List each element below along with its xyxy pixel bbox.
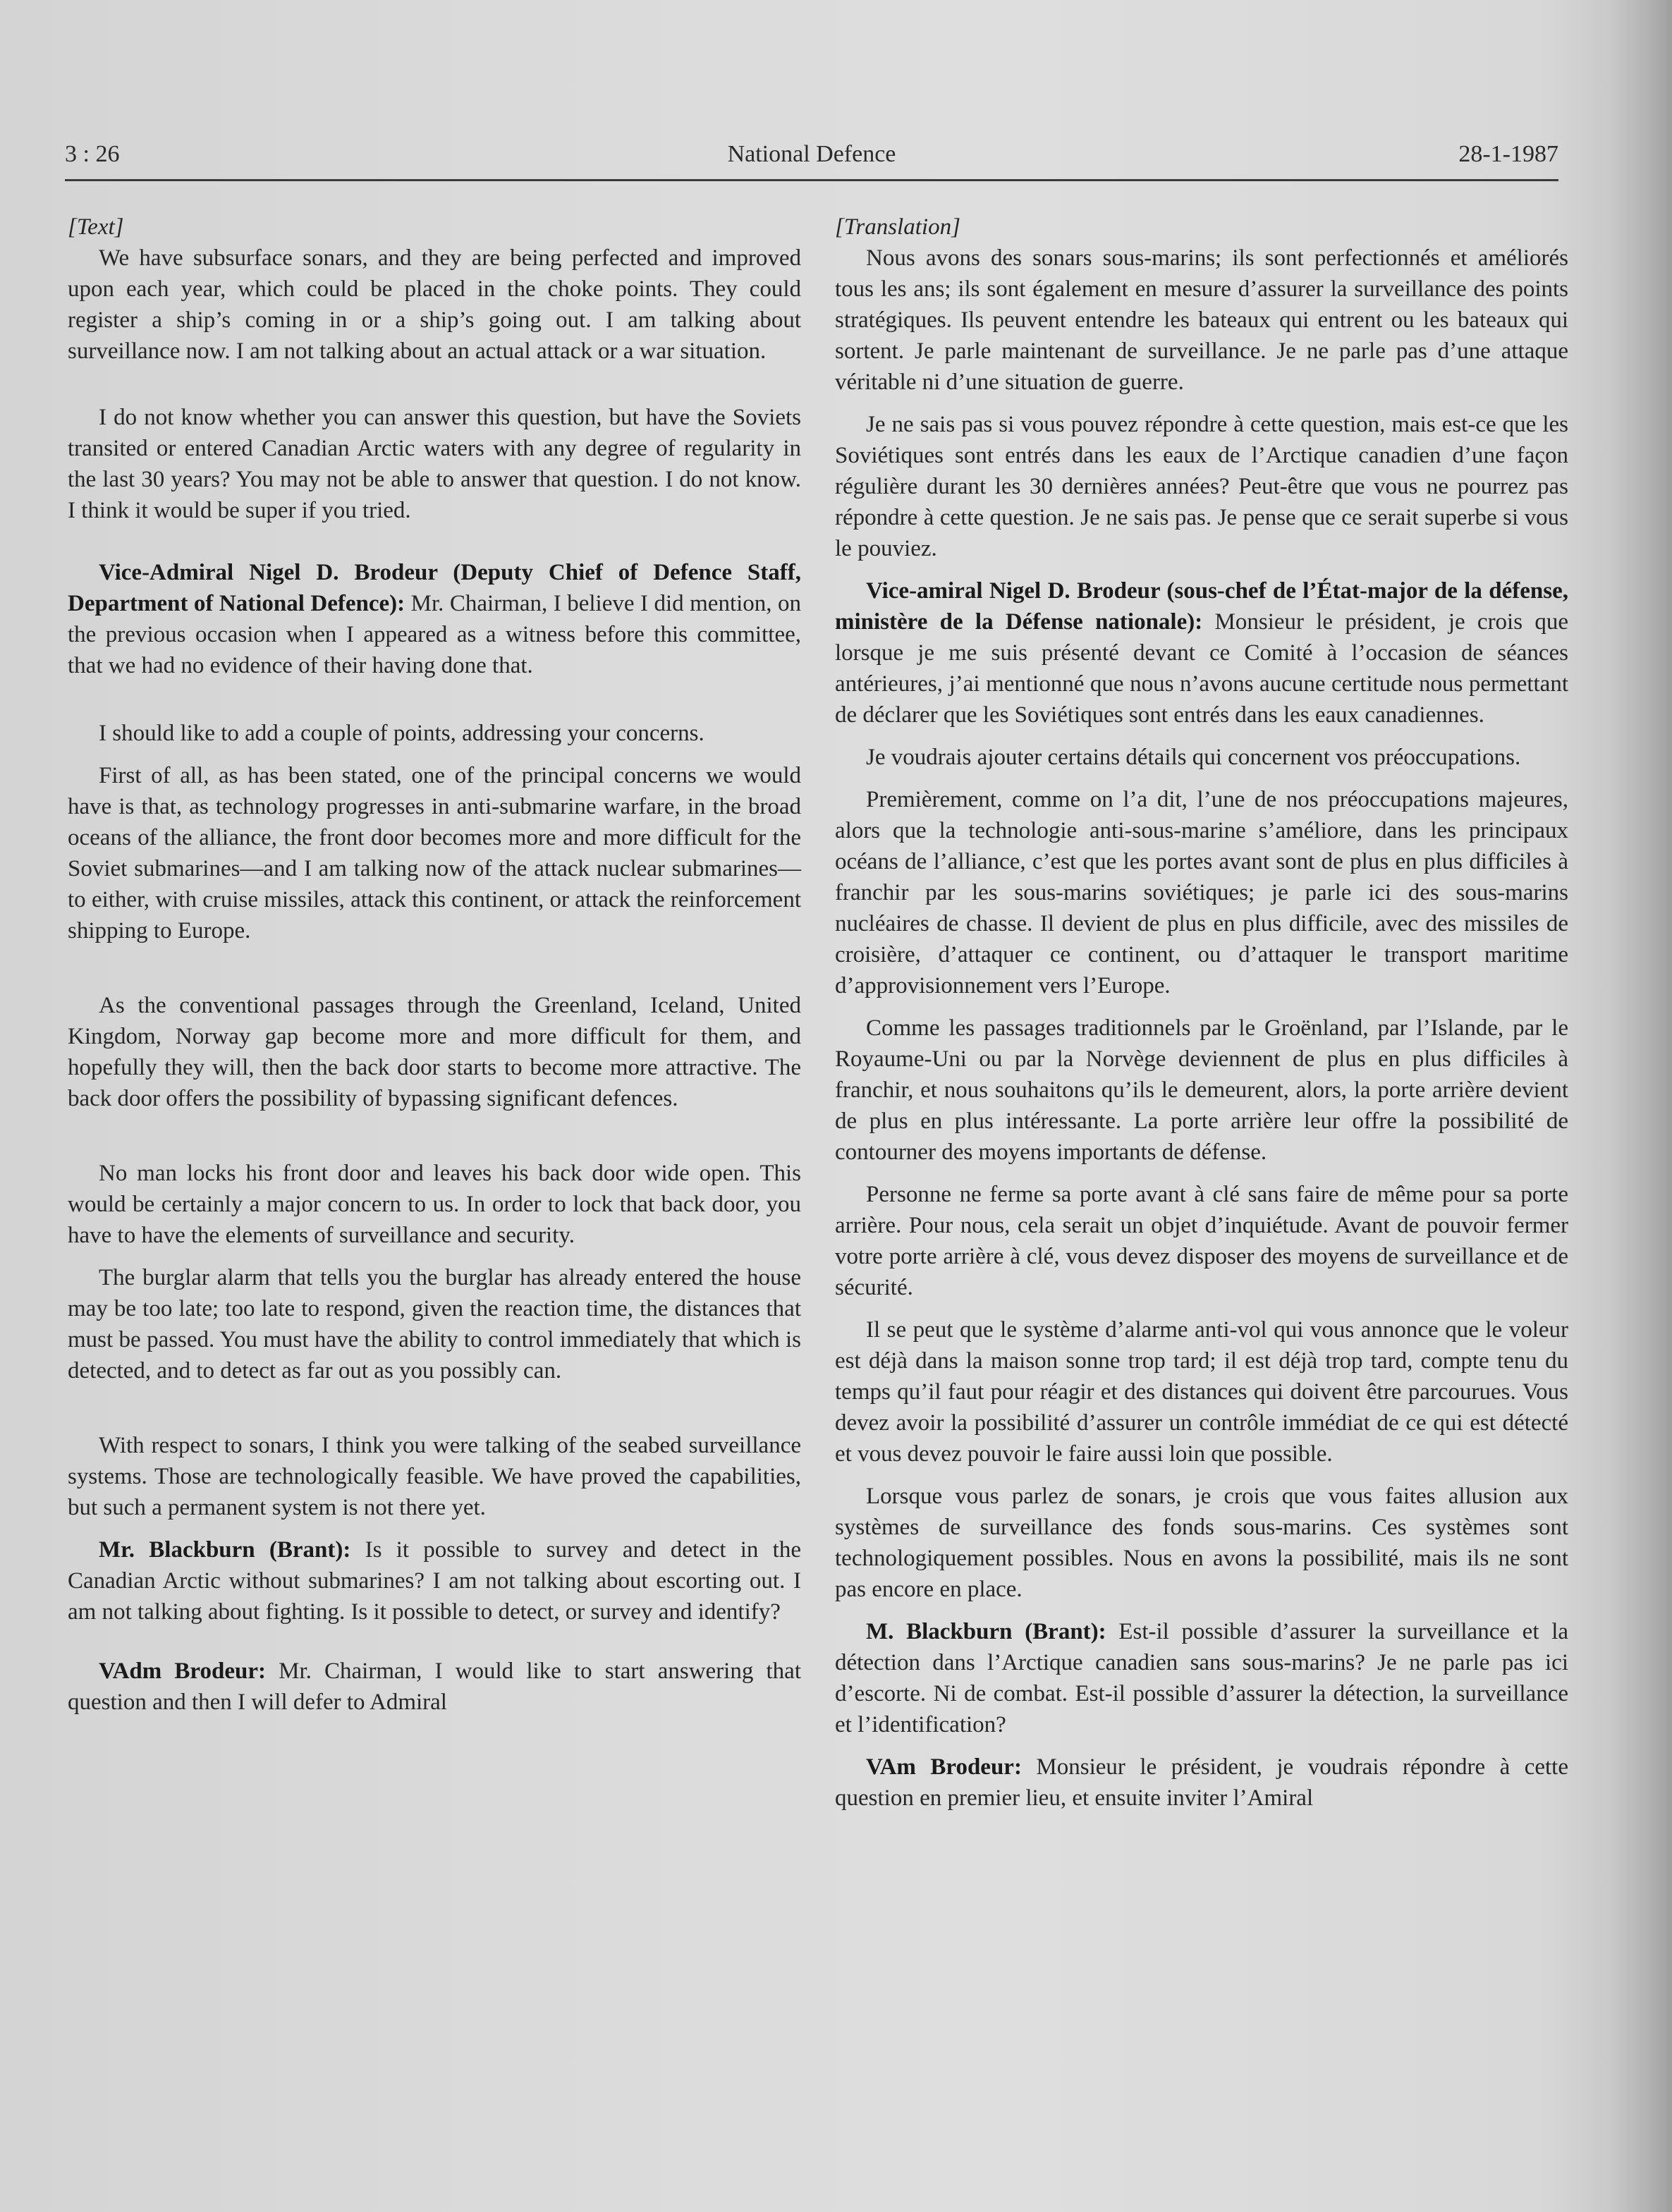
english-column (68, 212, 801, 1718)
paragraph: Je ne sais pas si vous pouvez répondre à cette question, mais est-ce que les Soviétiques sont entrés dans les eaux de l’Arctique canadien d’une façon régulière durant les 30 dernières années? Peut-être que vous ne pourrez pas répondre à cette question. Je ne sais pas. Je pense que ce serait superbe si vous le pouviez. (835, 412, 1568, 561)
paragraph: First of all, as has been stated, one of the principal concerns we would have is that, as technology progresses in anti-submarine warfare, in the broad oceans of the alliance, the front door becomes more and more difficult for the Soviet submarines—and I am talking now of the attack nuclear submarines—to either, with cruise missiles, attack this continent, or attack the reinforcement shipping to Europe. (68, 763, 801, 943)
speaker-name: M. Blackburn (Brant): (866, 1619, 1106, 1644)
speech-text: Monsieur le président, je voudrais répondre à cette question en premier lieu, et ensuite inviter l’Amiral (835, 1754, 1568, 1811)
paragraph: Comme les passages traditionnels par le Groënland, par l’Islande, par le Royaume-Uni ou par la Norvège deviennent de plus en plus difficiles à franchir, et nous souhaitons qu’ils le demeurent, alors, la porte arrière devient de plus en plus intéressante. La porte arrière leur offre la possibilité de contourner des moyens importants de défense. (835, 1015, 1568, 1165)
header-rule (65, 179, 1558, 181)
paragraph: Il se peut que le système d’alarme anti-vol qui vous annonce que le voleur est déjà dans la maison sonne trop tard; il est déjà trop tard, compte tenu du temps qu’il faut pour réagir et des distances qui doivent être parcourues. Vous devez avoir la possibilité d’assurer un contrôle immédiat de ce qui est détecté et vous devez pouvoir le faire aussi loin que possible. (835, 1317, 1568, 1467)
paragraph: No man locks his front door and leaves his back door wide open. This would be certainly a major concern to us. In order to lock that back door, you have to have the elements of surveillance and security. (68, 1161, 801, 1248)
speaker-name: Vice-amiral Nigel D. Brodeur (sous-chef de l’État-major de la défense, ministère de la Défense nationale): (835, 578, 1568, 635)
paragraph: We have subsurface sonars, and they are being perfected and improved upon each year, which could be placed in the choke points. They could register a ship’s coming in or a ship’s going out. I am talking about surveillance now. I am not talking about an actual attack or a war situation. (68, 245, 801, 364)
speaker-name: Mr. Blackburn (Brant): (99, 1537, 351, 1563)
paragraph: Personne ne ferme sa porte avant à clé sans faire de même pour sa porte arrière. Pour nous, cela serait un objet d’inquiétude. Avant de pouvoir fermer votre porte arrière à clé, vous devez disposer des moyens de surveillance et de sécurité. (835, 1182, 1568, 1300)
french-column (835, 212, 1568, 1814)
paragraph: Premièrement, comme on l’a dit, l’une de nos préoccupations majeures, alors que la technologie anti-sous-marine s’améliore, dans les principaux océans de l’alliance, c’est que les portes avant sont de plus en plus difficiles à franchir par les sous-marins soviétiques; je parle ici des sous-marins nucléaires de chasse. Il devient de plus en plus difficile, avec des missiles de croisière, d’attaquer ce continent, ou d’attaquer le transport maritime d’approvisionnement vers l’Europe. (835, 787, 1568, 998)
text-tag: [Text] (68, 214, 124, 240)
paragraph: Je voudrais ajouter certains détails qui concernent vos préoccupations. (866, 745, 1521, 770)
speech-text: Is it possible to survey and detect in the Canadian Arctic without submarines? I am not talking about escorting out. I am not talking about fighting. Is it possible to detect, or survey and identify? (68, 1537, 801, 1625)
paragraph: I should like to add a couple of points, addressing your concerns. (99, 721, 704, 746)
speaker-name: VAdm Brodeur: (99, 1658, 266, 1684)
speech-text: Est-il possible d’assurer la surveillance et la détection dans l’Arctique canadien sans sous-marins? Je ne parle pas ici d’escorte. Ni de combat. Est-il possible d’assurer la détection, la surveillance et l’identification? (835, 1619, 1569, 1737)
paragraph: I do not know whether you can answer this question, but have the Soviets transited or entered Canadian Arctic waters with any degree of regularity in the last 30 years? You may not be able to answer that question. I do not know. I think it would be super if you tried. (68, 405, 801, 523)
page-number: 3 : 26 (65, 141, 120, 167)
paragraph-speech (68, 1534, 801, 1627)
paragraph: As the conventional passages through the Greenland, Iceland, United Kingdom, Norway gap become more and more difficult for them, and hopefully they will, then the back door starts to become more attractive. The back door offers the possibility of bypassing significant defences. (68, 993, 801, 1111)
translation-tag: [Translation] (835, 214, 960, 240)
page-header (65, 141, 1558, 178)
speech-text: Mr. Chairman, I believe I did mention, on the previous occasion when I appeared as a witness before this committee, that we had no evidence of their having done that. (68, 591, 802, 678)
page-date: 28-1-1987 (1458, 141, 1558, 167)
paragraph-speech (68, 1656, 801, 1718)
speech-text: Monsieur le président, je crois que lorsque je me suis présenté devant ce Comité à l’occasion de séances antérieures, j’ai mentionné que nous n’avons aucune certitude nous permettant de déclarer que les Soviétiques sont entrés dans les eaux canadiennes. (835, 609, 1568, 728)
speaker-name: Vice-Admiral Nigel D. Brodeur (Deputy Chief of Defence Staff, Department of National Defence): (68, 560, 801, 616)
speech-text: Mr. Chairman, I would like to start answering that question and then I will defer to Admiral (68, 1658, 801, 1715)
paragraph: Lorsque vous parlez de sonars, je crois que vous faites allusion aux systèmes de surveillance des fonds sous-marins. Ces systèmes sont technologiquement possibles. Nous en avons la possibilité, mais ils ne sont pas encore en place. (835, 1484, 1568, 1602)
publication-title: National Defence (727, 141, 896, 167)
paragraph-speech (835, 575, 1568, 731)
paragraph-speech (835, 1752, 1568, 1814)
page-edge-shadow (1609, 0, 1672, 2212)
paragraph: Nous avons des sonars sous-marins; ils sont perfectionnés et améliorés tous les ans; ils sont également en mesure d’assurer la surveillance des points stratégiques. Ils peuvent entendre les bateaux qui entrent ou les bateaux qui sortent. Je parle maintenant de surveillance. Je ne parle pas d’une attaque véritable ni d’une situation de guerre. (835, 245, 1568, 395)
paragraph-speech (68, 557, 801, 681)
paragraph: With respect to sonars, I think you were talking of the seabed surveillance systems. Those are technologically feasible. We have proved the capabilities, but such a permanent system is not there yet. (68, 1433, 801, 1520)
paragraph: The burglar alarm that tells you the burglar has already entered the house may be too late; too late to respond, given the reaction time, the distances that must be passed. You must have the ability to control immediately that which is detected, and to detect as far out as you possibly can. (68, 1265, 801, 1383)
speaker-name: VAm Brodeur: (866, 1754, 1022, 1780)
paragraph-speech (835, 1616, 1568, 1740)
